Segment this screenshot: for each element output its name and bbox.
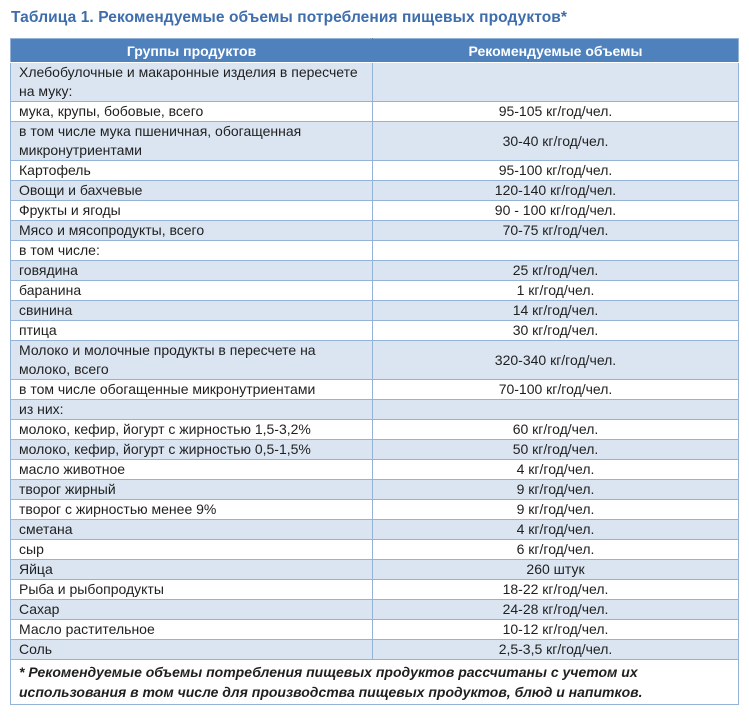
recommended-volume-cell: 30-40 кг/год/чел. bbox=[373, 122, 739, 161]
footnote-text: * Рекомендуемые объемы потребления пищевых продуктов рассчитаны с учетом их использования в том числе для производства пищевых продуктов, блюд и напитков. bbox=[11, 660, 739, 705]
column-header-recommended-volumes: Рекомендуемые объемы bbox=[373, 39, 739, 63]
table-footer bbox=[11, 660, 739, 705]
product-group-cell: птица bbox=[11, 321, 373, 341]
recommended-volume-cell bbox=[373, 63, 739, 102]
product-group-cell: в том числе мука пшеничная, обогащенная микронутриентами bbox=[11, 122, 373, 161]
product-group-cell: в том числе обогащенные микронутриентами bbox=[11, 380, 373, 400]
table-row bbox=[11, 600, 739, 620]
table-row bbox=[11, 560, 739, 580]
product-group-cell: в том числе: bbox=[11, 241, 373, 261]
product-group-cell: Хлебобулочные и макаронные изделия в пересчете на муку: bbox=[11, 63, 373, 102]
recommended-volume-cell: 4 кг/год/чел. bbox=[373, 520, 739, 540]
table-body bbox=[11, 63, 739, 660]
recommended-volume-cell: 320-340 кг/год/чел. bbox=[373, 341, 739, 380]
table-row bbox=[11, 261, 739, 281]
product-group-cell: Соль bbox=[11, 640, 373, 660]
recommended-volume-cell: 9 кг/год/чел. bbox=[373, 480, 739, 500]
food-consumption-table bbox=[10, 38, 739, 705]
table-row bbox=[11, 321, 739, 341]
product-group-cell: свинина bbox=[11, 301, 373, 321]
table-row bbox=[11, 181, 739, 201]
table-row bbox=[11, 281, 739, 301]
footnote-row bbox=[11, 660, 739, 705]
recommended-volume-cell: 24-28 кг/год/чел. bbox=[373, 600, 739, 620]
recommended-volume-cell: 9 кг/год/чел. bbox=[373, 500, 739, 520]
table-caption: Таблица 1. Рекомендуемые объемы потребления пищевых продуктов* bbox=[11, 9, 568, 26]
table-row bbox=[11, 440, 739, 460]
table-row bbox=[11, 620, 739, 640]
recommended-volume-cell bbox=[373, 400, 739, 420]
product-group-cell: мука, крупы, бобовые, всего bbox=[11, 102, 373, 122]
recommended-volume-cell: 30 кг/год/чел. bbox=[373, 321, 739, 341]
product-group-cell: Масло растительное bbox=[11, 620, 373, 640]
recommended-volume-cell: 70-100 кг/год/чел. bbox=[373, 380, 739, 400]
recommended-volume-cell: 95-100 кг/год/чел. bbox=[373, 161, 739, 181]
table-row bbox=[11, 640, 739, 660]
product-group-cell: Фрукты и ягоды bbox=[11, 201, 373, 221]
recommended-volume-cell: 1 кг/год/чел. bbox=[373, 281, 739, 301]
product-group-cell: Овощи и бахчевые bbox=[11, 181, 373, 201]
product-group-cell: Рыба и рыбопродукты bbox=[11, 580, 373, 600]
product-group-cell: из них: bbox=[11, 400, 373, 420]
table-row bbox=[11, 580, 739, 600]
product-group-cell: Мясо и мясопродукты, всего bbox=[11, 221, 373, 241]
product-group-cell: масло животное bbox=[11, 460, 373, 480]
table-row bbox=[11, 540, 739, 560]
column-header-product-groups: Группы продуктов bbox=[11, 39, 373, 63]
product-group-cell: баранина bbox=[11, 281, 373, 301]
product-group-cell: молоко, кефир, йогурт с жирностью 0,5-1,5% bbox=[11, 440, 373, 460]
product-group-cell: сыр bbox=[11, 540, 373, 560]
product-group-cell: Сахар bbox=[11, 600, 373, 620]
recommended-volume-cell: 14 кг/год/чел. bbox=[373, 301, 739, 321]
product-group-cell: Яйца bbox=[11, 560, 373, 580]
table-row bbox=[11, 241, 739, 261]
table-row bbox=[11, 400, 739, 420]
recommended-volume-cell: 95-105 кг/год/чел. bbox=[373, 102, 739, 122]
recommended-volume-cell bbox=[373, 241, 739, 261]
recommended-volume-cell: 6 кг/год/чел. bbox=[373, 540, 739, 560]
product-group-cell: творог с жирностью менее 9% bbox=[11, 500, 373, 520]
recommended-volume-cell: 10-12 кг/год/чел. bbox=[373, 620, 739, 640]
recommended-volume-cell: 90 - 100 кг/год/чел. bbox=[373, 201, 739, 221]
product-group-cell: говядина bbox=[11, 261, 373, 281]
recommended-volume-cell: 50 кг/год/чел. bbox=[373, 440, 739, 460]
table-row bbox=[11, 221, 739, 241]
recommended-volume-cell: 60 кг/год/чел. bbox=[373, 420, 739, 440]
recommended-volume-cell: 2,5-3,5 кг/год/чел. bbox=[373, 640, 739, 660]
recommended-volume-cell: 260 штук bbox=[373, 560, 739, 580]
table-row bbox=[11, 122, 739, 161]
recommended-volume-cell: 18-22 кг/год/чел. bbox=[373, 580, 739, 600]
table-row bbox=[11, 520, 739, 540]
table-row bbox=[11, 341, 739, 380]
recommended-volume-cell: 4 кг/год/чел. bbox=[373, 460, 739, 480]
recommended-volume-cell: 70-75 кг/год/чел. bbox=[373, 221, 739, 241]
table-row bbox=[11, 63, 739, 102]
product-group-cell: сметана bbox=[11, 520, 373, 540]
table-row bbox=[11, 500, 739, 520]
table-row bbox=[11, 102, 739, 122]
product-group-cell: молоко, кефир, йогурт с жирностью 1,5-3,2% bbox=[11, 420, 373, 440]
product-group-cell: творог жирный bbox=[11, 480, 373, 500]
product-group-cell: Молоко и молочные продукты в пересчете на молоко, всего bbox=[11, 341, 373, 380]
table-row bbox=[11, 380, 739, 400]
recommended-volume-cell: 25 кг/год/чел. bbox=[373, 261, 739, 281]
table-row bbox=[11, 161, 739, 181]
table-row bbox=[11, 420, 739, 440]
table-header bbox=[11, 39, 739, 63]
table-row bbox=[11, 480, 739, 500]
table-row bbox=[11, 460, 739, 480]
header-row bbox=[11, 39, 739, 63]
recommended-volume-cell: 120-140 кг/год/чел. bbox=[373, 181, 739, 201]
table-row bbox=[11, 301, 739, 321]
table-row bbox=[11, 201, 739, 221]
product-group-cell: Картофель bbox=[11, 161, 373, 181]
